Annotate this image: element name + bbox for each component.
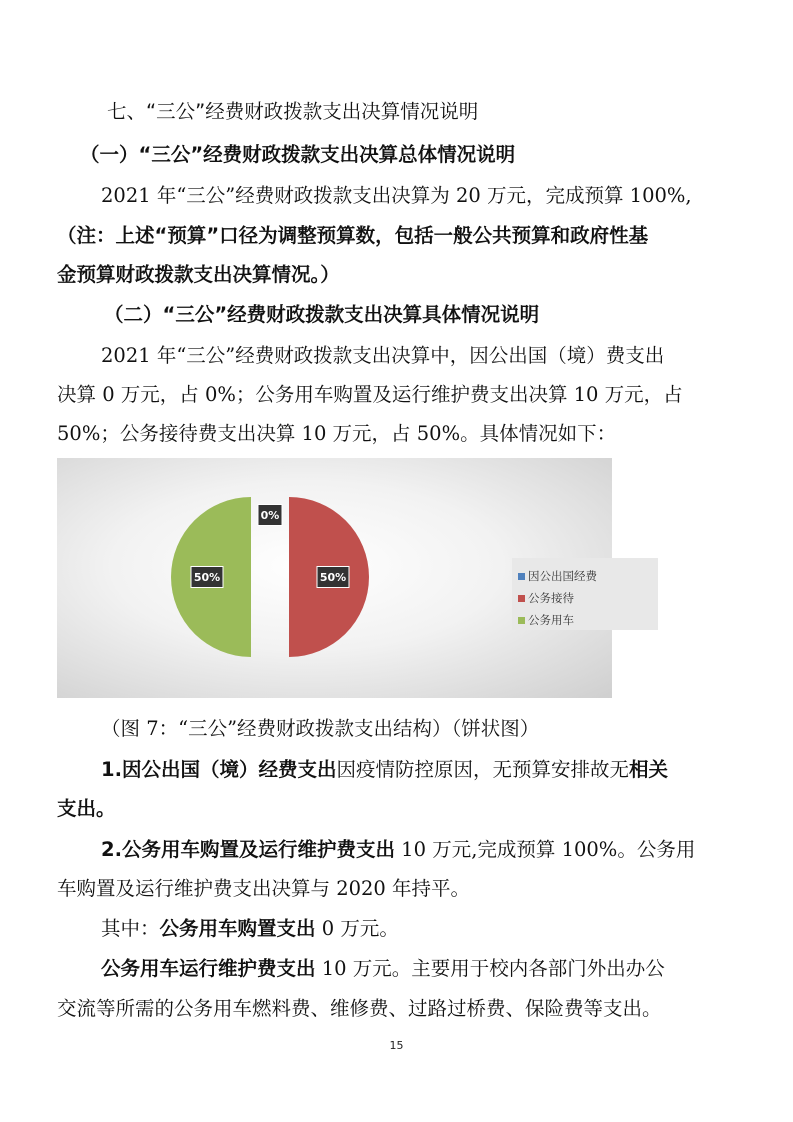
item-4-text: 10 万元。主要用于校内各部门外出办公 [315,957,665,980]
item-4-line-1 [101,953,793,981]
item-2-text: 10 万元,完成预算 100%。公务用 [394,838,696,861]
legend-label: 公务接待 [528,591,574,605]
item-1-heading: 1.因公出国（境）经费支出 [101,758,337,781]
data-label [191,567,223,588]
subsection-2-line-3: 50%；公务接待费支出决算 10 万元，占 50%。具体情况如下： [57,422,617,445]
item-4-heading: 公务用车运行维护费支出 [101,957,316,980]
data-label [258,505,282,526]
item-3-line [101,913,793,941]
legend-item [518,568,597,584]
item-1-heading-tail: 相关 [629,758,669,781]
note-line-1: （注：上述“预算”口径为调整预算数，包括一般公共预算和政府性基 [57,224,649,247]
item-2-heading: 2.公务用车购置及运行维护费支出 [101,838,395,861]
subsection-1-title: （一）“三公”经费财政拨款支出决算总体情况说明 [80,143,516,166]
item-1-text: 因疫情防控原因，无预算安排故无 [336,758,629,781]
legend-item [518,590,574,606]
item-3-heading: 公务用车购置支出 [159,917,316,940]
subsection-2-line-2: 决算 0 万元，占 0%；公务用车购置及运行维护费支出决算 10 万元，占 [57,383,683,406]
data-label-text: 50% [319,571,347,584]
legend-swatch [518,617,525,624]
item-1-line-2: 支出。 [57,797,116,820]
data-label-text: 50% [193,571,221,584]
data-label [317,567,349,588]
chart-legend [512,558,658,630]
item-4-line-2: 交流等所需的公务用车燃料费、维修费、过路过桥费、保险费等支出。 [57,997,662,1020]
item-2-line-2: 车购置及运行维护费支出决算与 2020 年持平。 [57,877,471,900]
page-number: 15 [389,1039,404,1052]
legend-label: 因公出国经费 [528,569,597,583]
item-3-text: 0 万元。 [315,917,399,940]
legend-label: 公务用车 [528,613,574,627]
subsection-2-line-1: 2021 年“三公”经费财政拨款支出决算中，因公出国（境）费支出 [101,344,665,367]
legend-swatch [518,573,525,580]
data-label-text: 0% [260,509,280,522]
section-title: 七、“三公”经费财政拨款支出决算情况说明 [107,100,479,123]
chart-caption: （图 7：“三公”经费财政拨款支出结构）（饼状图） [101,717,540,740]
item-3-prefix: 其中： [101,917,160,940]
legend-swatch [518,595,525,602]
subsection-2-title: （二）“三公”经费财政拨款支出决算具体情况说明 [104,303,540,326]
subsection-1-paragraph: 2021 年“三公”经费财政拨款支出决算为 20 万元，完成预算 100%, [101,184,692,207]
item-2-line-1 [101,834,793,862]
legend-item [518,612,574,628]
item-1-line-1 [101,754,793,782]
pie-chart [57,458,612,698]
note-line-2: 金预算财政拨款支出决算情况。） [57,263,340,286]
